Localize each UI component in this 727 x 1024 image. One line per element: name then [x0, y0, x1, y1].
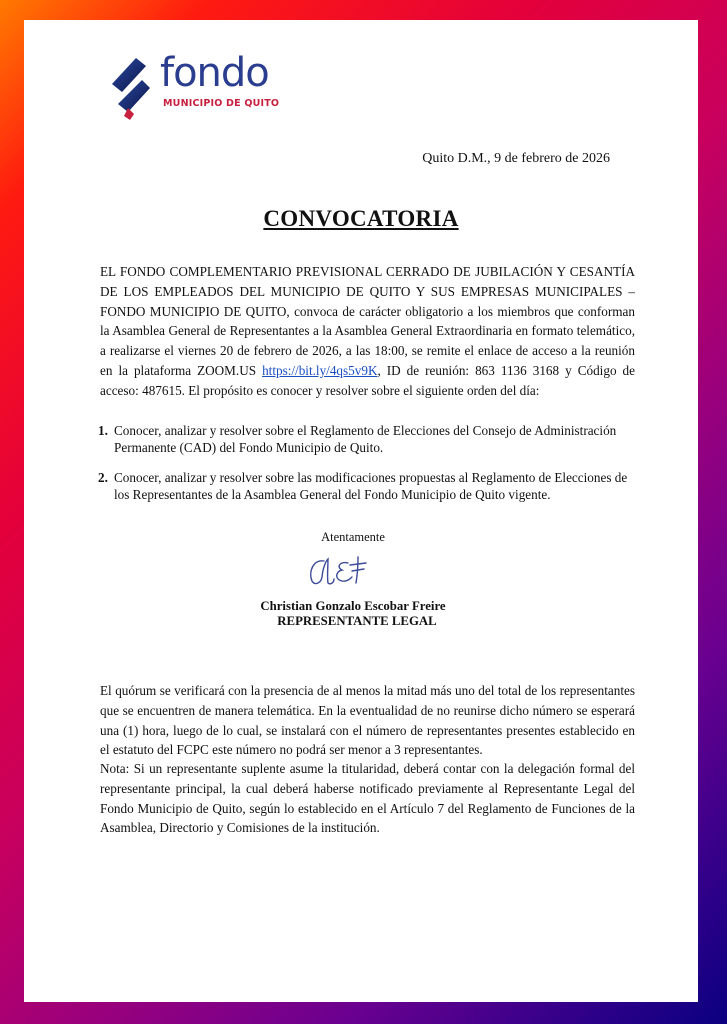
fondo-logo-mark-icon	[108, 56, 152, 120]
agenda-item-number: 1.	[98, 423, 108, 438]
fondo-logo	[108, 50, 280, 120]
logo-wordmark: fondo	[160, 50, 269, 96]
intro-text-after-link: , ID de reunión: 863 1136 3168 y Código de acceso: 487615. El propósito es conocer y resolver sobre el siguiente orden del día:	[100, 362, 635, 398]
logo-subtitle: MUNICIPIO DE QUITO	[163, 98, 280, 109]
intro-text: EL FONDO COMPLEMENTARIO PREVISIONAL CERRADO DE JUBILACIÓN Y CESANTÍA DE LOS EMPLEADOS DEL MUNICIPIO DE QUITO Y SUS EMPRESAS MUNICIPALES – FONDO MUNICIPIO DE QUITO, convoca de carácter obligatorio a los miembros que conforman la Asamblea General de Representantes a la Asamblea General Extraordinaria en formato telemático, a realizarse el viernes 20 de febrero de 2026, a las 18:00, se remite el enlace de acceso a la reunión en la plataforma ZOOM.US	[100, 264, 635, 378]
agenda-item-text: Conocer, analizar y resolver sobre las modificaciones propuestas al Reglamento de Elecciones de los Representantes de la Asamblea General del Fondo Municipio de Quito vigente.	[114, 470, 628, 502]
closing-text: Atentamente	[321, 530, 385, 544]
zoom-meeting-link[interactable]: https://bit.ly/4qs5v9K	[262, 362, 378, 378]
agenda-list	[98, 422, 638, 516]
note-paragraph: Nota: Si un representante suplente asume la titularidad, deberá contar con la delegación formal del representante principal, la cual deberá haberse notificado previamente al Representante Legal del Fondo Municipio de Quito, según lo establecido en el Artículo 7 del Reglamento de Funciones de la Asamblea, Directorio y Comisiones de la institución.	[100, 761, 635, 836]
document-title: CONVOCATORIA	[263, 206, 459, 231]
date-line: Quito D.M., 9 de febrero de 2026	[422, 151, 610, 166]
handwritten-signature-icon	[304, 553, 374, 589]
signer-role: REPRESENTANTE LEGAL	[277, 614, 437, 628]
quorum-paragraph: El quórum se verificará con la presencia de al menos la mitad más uno del total de los representantes que se encuentren de manera telemática. En la eventualidad de no reunirse dicho número se esperará una (1) hora, luego de lo cual, se instalará con el número de representantes presentes establecido en el estatuto del FCPC este número no podrá ser menor a 3 representantes.	[100, 683, 635, 758]
signature-block	[24, 530, 698, 629]
agenda-item-text: Conocer, analizar y resolver sobre el Reglamento de Elecciones del Consejo de Administración Permanente (CAD) del Fondo Municipio de Quito.	[114, 423, 617, 455]
agenda-item	[98, 422, 638, 456]
agenda-item	[98, 469, 638, 503]
signer-name: Christian Gonzalo Escobar Freire	[260, 599, 446, 613]
document-page	[24, 20, 698, 1002]
agenda-item-number: 2.	[98, 470, 108, 485]
intro-paragraph	[100, 262, 635, 401]
